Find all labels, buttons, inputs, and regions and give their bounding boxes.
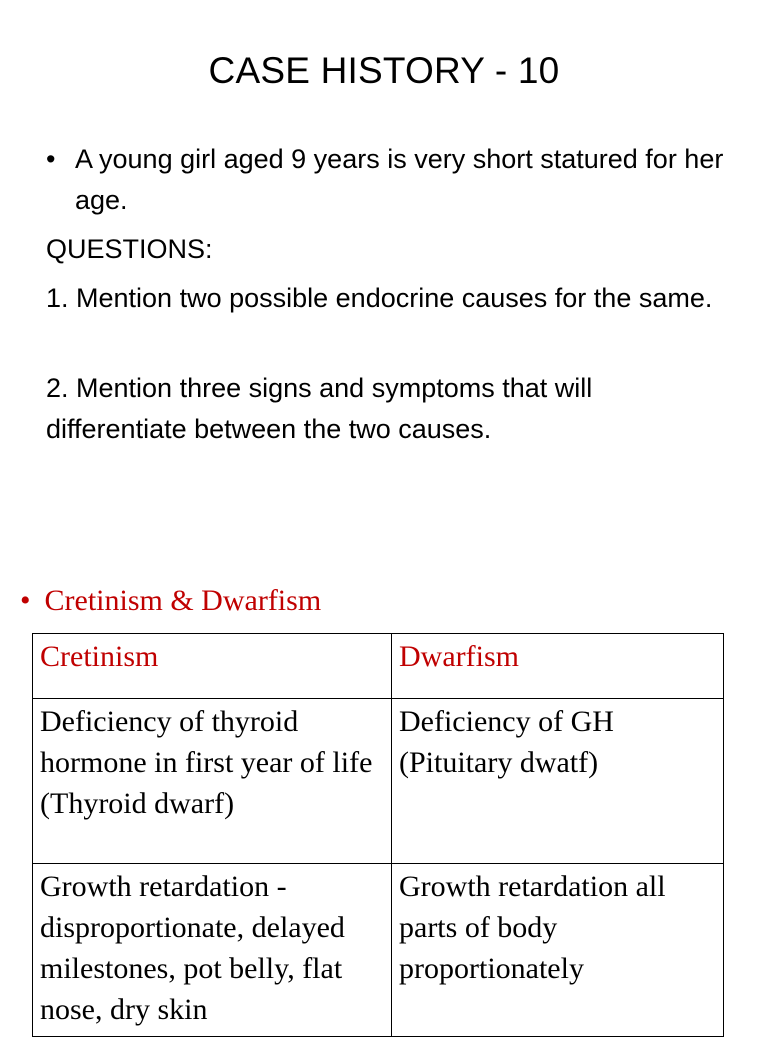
table-cell: Deficiency of GH (Pituitary dwatf) [392, 699, 724, 864]
table-cell: Deficiency of thyroid hormone in first year of life (Thyroid dwarf) [33, 699, 392, 864]
case-bullet [46, 139, 746, 221]
questions-heading: QUESTIONS: [46, 234, 213, 264]
question-2: 2. Mention three signs and symptoms that will differentiate between the two causes. [46, 373, 593, 444]
table-cell: Growth retardation - disproportionate, delayed milestones, pot belly, flat nose, dry skin [33, 864, 392, 1037]
table-header-cell: Cretinism [33, 634, 392, 699]
table-row [33, 699, 724, 864]
table-row [33, 864, 724, 1037]
comparison-table [32, 633, 724, 1037]
case-bullet-text: A young girl aged 9 years is very short statured for her age. [75, 144, 724, 215]
table-header-row [33, 634, 724, 699]
bullet-icon: • [20, 584, 31, 617]
answer-section-title [20, 580, 321, 622]
table-header-cell: Dwarfism [392, 634, 724, 699]
table-cell: Growth retardation all parts of body proportionately [392, 864, 724, 1037]
answer-section-title-text: Cretinism & Dwarfism [44, 584, 322, 617]
slide-title: CASE HISTORY - 10 [208, 50, 560, 91]
question-1: 1. Mention two possible endocrine causes for the same. [46, 283, 713, 313]
bullet-icon: • [46, 144, 56, 174]
